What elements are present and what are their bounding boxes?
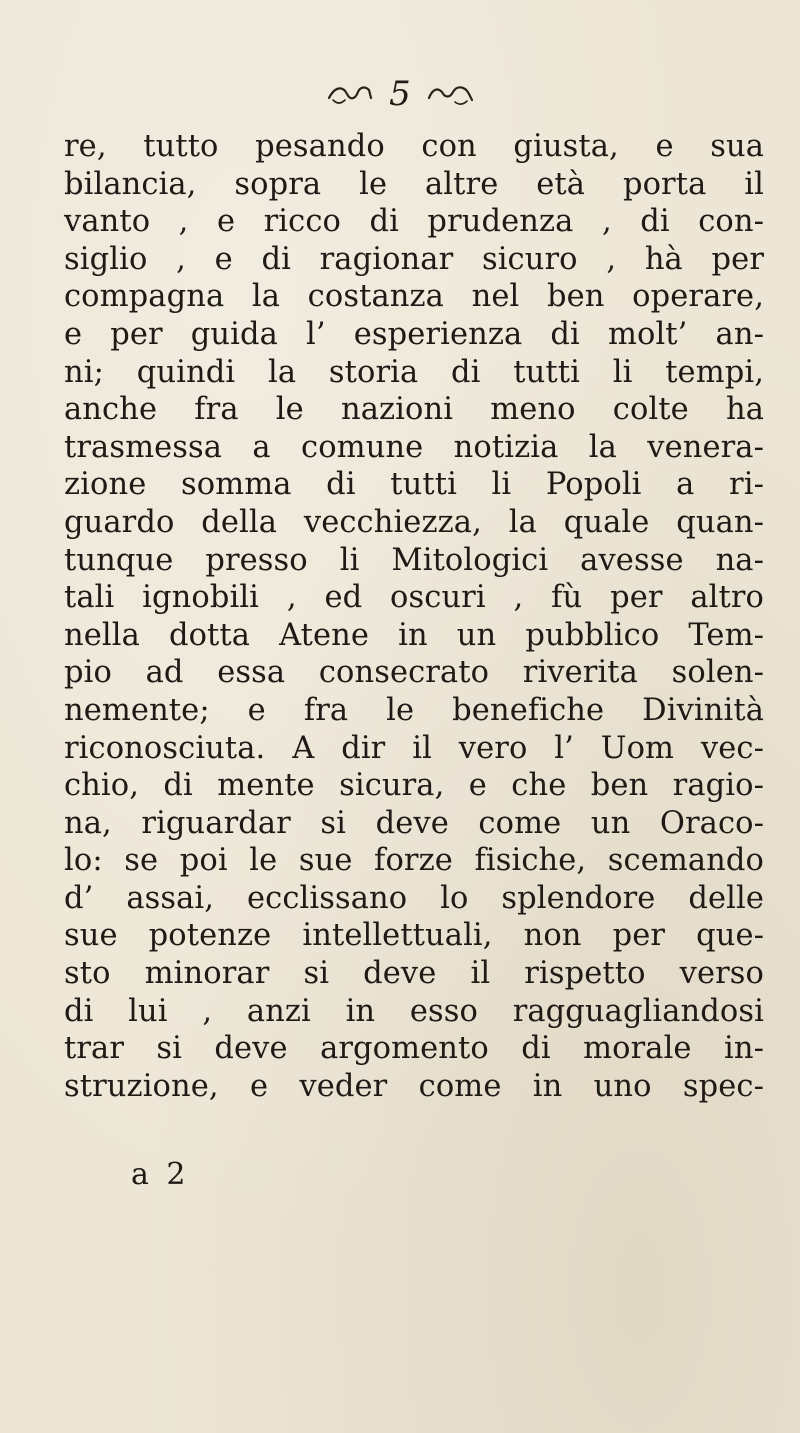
body-text	[64, 128, 764, 1105]
text-line: trar si deve argomento di morale in-	[64, 1031, 764, 1067]
text-line: e per guida l’ esperienza di molt’ an-	[64, 316, 764, 352]
text-line: tunque presso li Mitologici avesse na-	[64, 542, 764, 578]
text-line: nella dotta Atene in un pubblico Tem-	[64, 617, 764, 653]
text-line: struzione, e veder come in uno spec-	[64, 1068, 764, 1104]
text-line: sue potenze intellettuali, non per que-	[64, 918, 764, 954]
page-number: 5	[389, 74, 411, 114]
text-line: pio ad essa consecrato riverita solen-	[64, 655, 764, 691]
signature-mark: a 2	[131, 1157, 190, 1192]
left-flourish-icon	[325, 80, 375, 108]
text-line: siglio , e di ragionar sicuro , hà per	[64, 241, 764, 277]
right-flourish-icon	[425, 80, 475, 108]
text-line: trasmessa a comune notizia la venera-	[64, 429, 764, 465]
text-line: lo: se poi le sue forze fisiche, scemando	[64, 843, 764, 879]
text-line: ni; quindi la storia di tutti li tempi,	[64, 354, 764, 390]
text-line: di lui , anzi in esso ragguagliandosi	[64, 993, 764, 1029]
text-line: sto minorar si deve il rispetto verso	[64, 956, 764, 992]
page-header	[0, 72, 800, 116]
text-line: guardo della vecchiezza, la quale quan-	[64, 504, 764, 540]
text-line: d’ assai, ecclissano lo splendore delle	[64, 880, 764, 916]
text-line: compagna la costanza nel ben operare,	[64, 279, 764, 315]
text-line: chio, di mente sicura, e che ben ragio-	[64, 768, 764, 804]
text-line: riconosciuta. A dir il vero l’ Uom vec-	[64, 730, 764, 766]
text-line: vanto , e ricco di prudenza , di con-	[64, 204, 764, 240]
text-line: na, riguardar si deve come un Oraco-	[64, 805, 764, 841]
text-line: nemente; e fra le benefiche Divinità	[64, 692, 764, 728]
text-line: re, tutto pesando con giusta, e sua	[64, 129, 764, 164]
text-line: anche fra le nazioni meno colte ha	[64, 392, 764, 428]
text-line: zione somma di tutti li Popoli a ri-	[64, 467, 764, 503]
text-line: tali ignobili , ed oscuri , fù per altro	[64, 580, 764, 616]
text-line: bilancia, sopra le altre età porta il	[64, 166, 764, 202]
